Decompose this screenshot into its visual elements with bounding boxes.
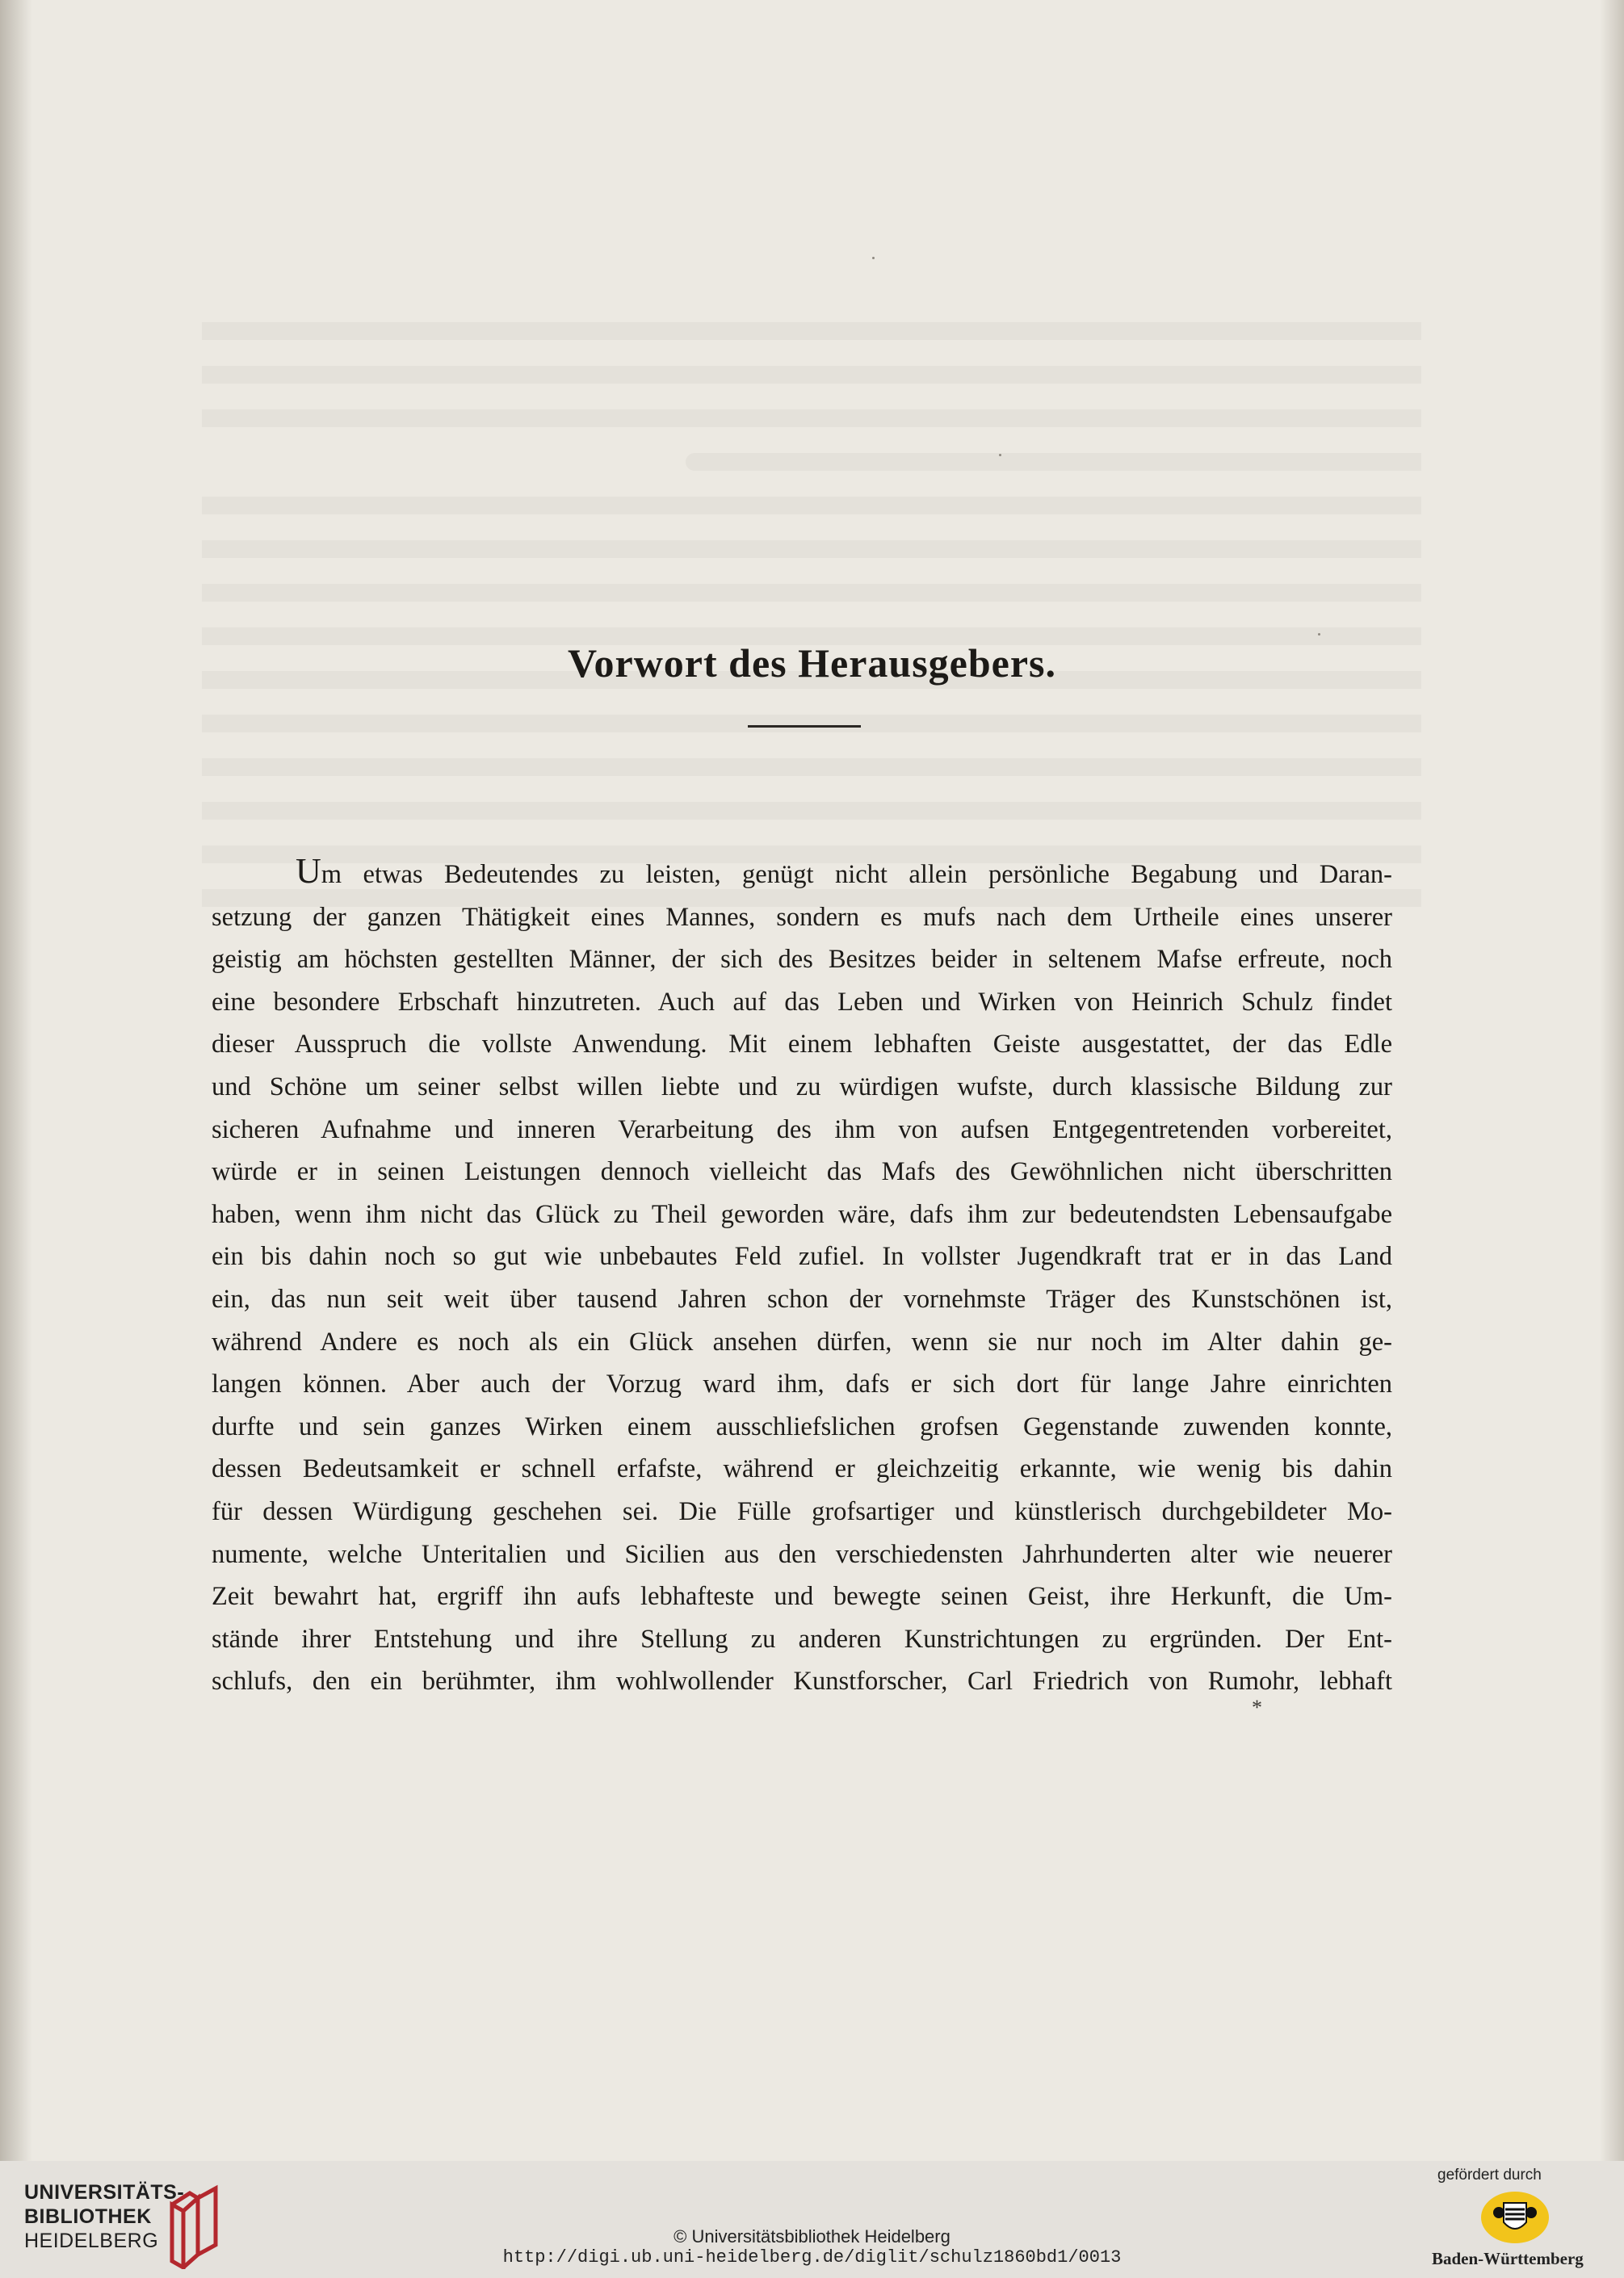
body-line: schlufs, den ein berühmter, ihm wohlwollender Kunstforscher, Carl Friedrich von Rumohr, lebhaft bbox=[212, 1667, 1392, 1697]
library-name-line2: BIBLIOTHEK bbox=[24, 2205, 152, 2228]
body-line: ein bis dahin noch so gut wie unbebautes Feld zufiel. In vollster Jugendkraft trat er in das Land bbox=[212, 1242, 1392, 1272]
paper-speck bbox=[872, 257, 875, 259]
library-name-line3: HEIDELBERG bbox=[24, 2230, 159, 2252]
body-line: und Schöne um seiner selbst willen liebte und zu würdigen wufste, durch klassische Bildung zur bbox=[212, 1072, 1392, 1101]
paper-speck bbox=[999, 454, 1001, 456]
body-line: setzung der ganzen Thätigkeit eines Mannes, sondern es mufs nach dem Urtheile eines unserer bbox=[212, 902, 1392, 932]
page-edge-shadow-left bbox=[0, 0, 32, 2161]
permalink-url[interactable]: http://digi.ub.uni-heidelberg.de/diglit/schulz1860bd1/0013 bbox=[502, 2247, 1122, 2268]
body-line: geistig am höchsten gestellten Männer, der sich des Besitzes beider in seltenem Mafse erfreute, noch bbox=[212, 945, 1392, 975]
body-line: für dessen Würdigung geschehen sei. Die Fülle grofsartiger und künstlerisch durchgebildeter Mo- bbox=[212, 1496, 1392, 1526]
paper-speck bbox=[1318, 633, 1320, 636]
body-paragraph bbox=[212, 850, 1392, 1703]
page-title: Vorwort des Herausgebers. bbox=[567, 640, 1056, 686]
body-line: durfte und sein ganzes Wirken einem ausschliefslichen grofsen Gegenstande zuwenden konnte, bbox=[212, 1412, 1392, 1441]
library-name-line1: UNIVERSITÄTS- bbox=[24, 2181, 185, 2204]
signature-mark: * bbox=[1252, 1696, 1262, 1719]
title-divider bbox=[748, 725, 861, 728]
state-seal-icon[interactable] bbox=[1479, 2190, 1551, 2245]
body-line: numente, welche Unteritalien und Sicilien aus den verschiedensten Jahrhunderten alter wie neuerer bbox=[212, 1539, 1392, 1569]
body-line: ein, das nun seit weit über tausend Jahren schon der vornehmste Träger des Kunstschönen ist, bbox=[212, 1284, 1392, 1314]
body-line: eine besondere Erbschaft hinzutreten. Auch auf das Leben und Wirken von Heinrich Schulz findet bbox=[212, 987, 1392, 1017]
body-line: dessen Bedeutsamkeit er schnell erfafste, während er gleichzeitig erkannte, wie wenig bis dahin bbox=[212, 1454, 1392, 1484]
sponsor-name: Baden-Württemberg bbox=[1432, 2249, 1584, 2268]
page-edge-shadow-right bbox=[1600, 0, 1624, 2161]
copyright-notice: © Universitätsbibliothek Heidelberg bbox=[674, 2226, 950, 2247]
body-line: Zeit bewahrt hat, ergriff ihn aufs lebhafteste und bewegte seinen Geist, ihre Herkunft, die Um- bbox=[212, 1582, 1392, 1612]
body-line: dieser Ausspruch die vollste Anwendung. Mit einem lebhaften Geiste ausgestattet, der das Edle bbox=[212, 1030, 1392, 1059]
sponsor-label: gefördert durch bbox=[1437, 2167, 1542, 2184]
body-line: langen können. Aber auch der Vorzug ward ihm, dafs er sich dort für lange Jahre einrichten bbox=[212, 1370, 1392, 1399]
body-line: stände ihrer Entstehung und ihre Stellung zu anderen Kunstrichtungen zu ergründen. Der Ent- bbox=[212, 1624, 1392, 1654]
body-line: während Andere es noch als ein Glück ansehen dürfen, wenn sie nur noch im Alter dahin ge- bbox=[212, 1327, 1392, 1357]
body-line: sicheren Aufnahme und inneren Verarbeitung des ihm von aufsen Entgegentretenden vorbereitet, bbox=[212, 1114, 1392, 1144]
initial-letter: U bbox=[296, 851, 321, 891]
body-line: würde er in seinen Leistungen dennoch vielleicht das Mafs des Gewöhnlichen nicht überschritten bbox=[212, 1157, 1392, 1187]
body-line: haben, wenn ihm nicht das Glück zu Theil geworden wäre, dafs ihm zur bedeutendsten Lebensaufgabe bbox=[212, 1199, 1392, 1229]
body-line: Um etwas Bedeutendes zu leisten, genügt nicht allein persönliche Begabung und Daran- bbox=[296, 851, 1392, 891]
